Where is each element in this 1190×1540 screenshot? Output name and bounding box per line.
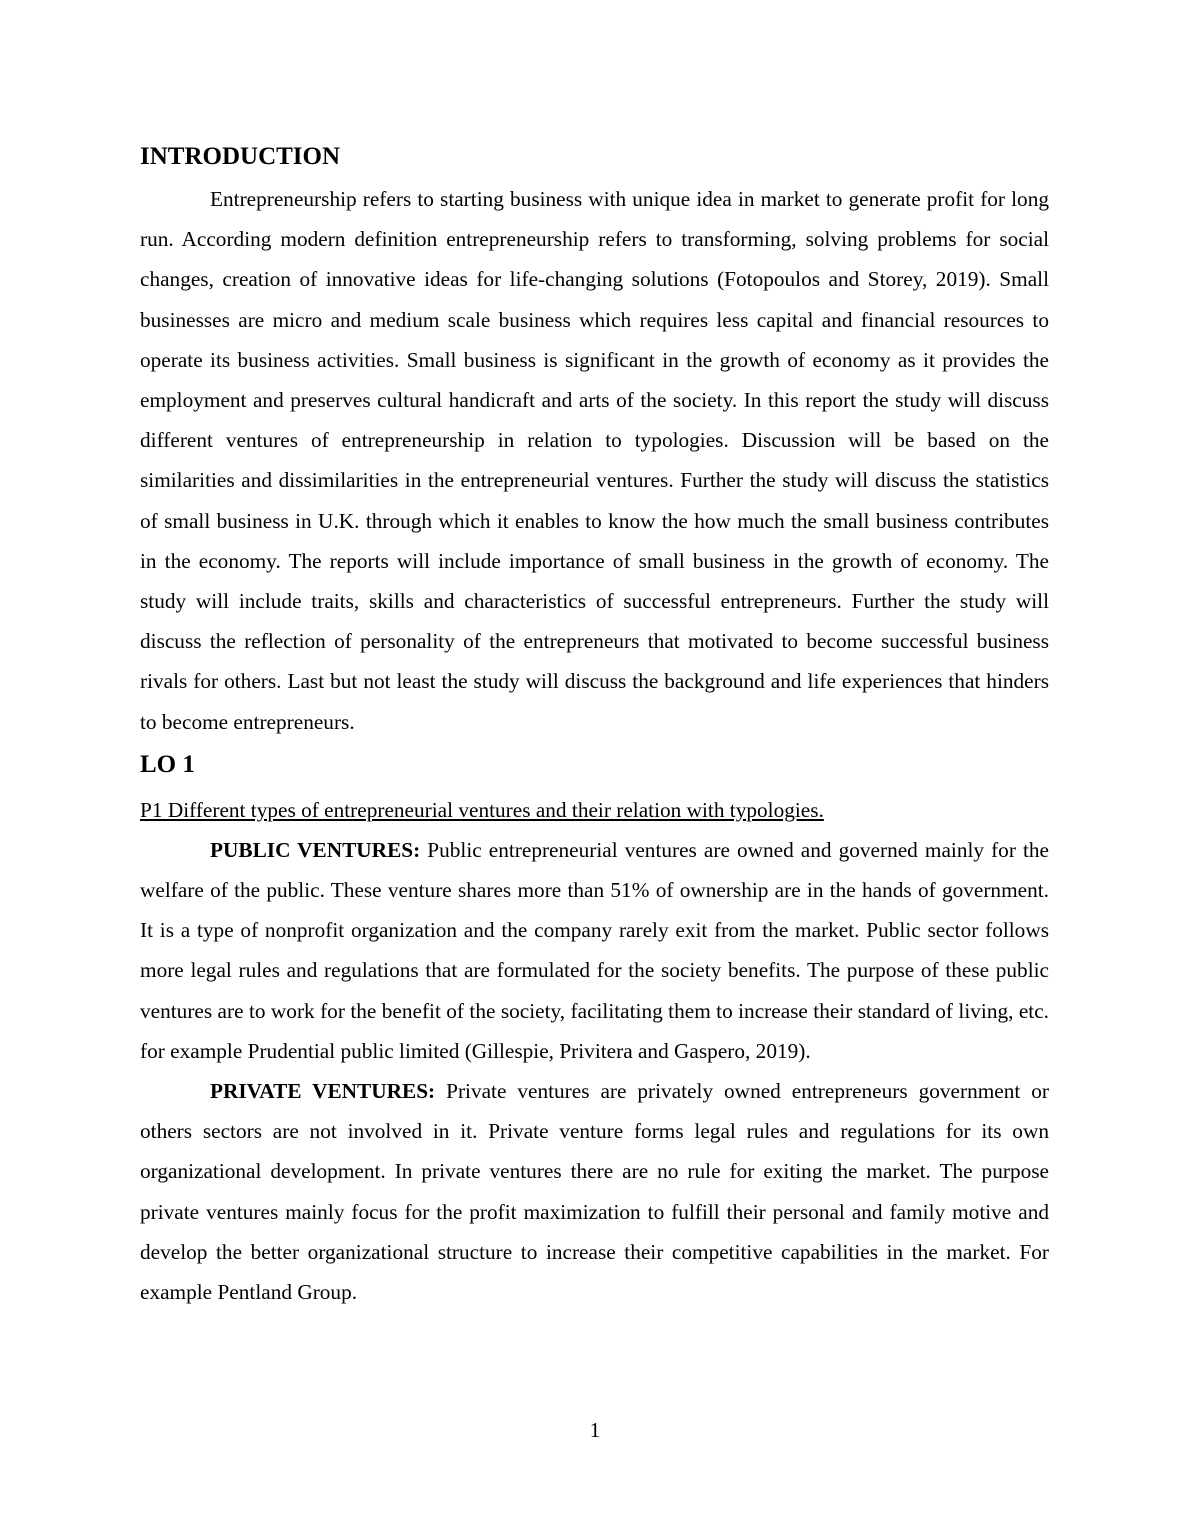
page-number: 1 [589, 1418, 601, 1442]
document-page [140, 140, 1049, 1312]
public-ventures-label: PUBLIC VENTURES: [210, 837, 421, 862]
private-ventures-text: Private ventures are privately owned entrepreneurs government or others sectors are not involved in it. Private venture forms legal rules and regulations for its own organizational development. In private ventures there are no rule for exiting the market. The purpose private ventures mainly focus for the profit maximization to fulfill their personal and family motive and develop the better organizational structure to increase their competitive capabilities in the market. For example Pentland Group. [140, 1079, 1049, 1305]
private-ventures-label: PRIVATE VENTURES: [210, 1079, 436, 1104]
public-ventures-text: Public entrepreneurial ventures are owned and governed mainly for the welfare of the public. These venture shares more than 51% of ownership are in the hands of government. It is a type of nonprofit organization and the company rarely exit from the market. Public sector follows more legal rules and regulations that are formulated for the society benefits. The purpose of these public ventures are to work for the benefit of the society, facilitating them to increase their standard of living, etc. for example Prudential public limited (Gillespie, Privitera and Gaspero, 2019). [140, 837, 1049, 1063]
private-ventures-paragraph [140, 1071, 1049, 1312]
intro-paragraph: Entrepreneurship refers to starting business with unique idea in market to generate profit for long run. According modern definition entrepreneurship refers to transforming, solving problems for social changes, creation of innovative ideas for life-changing solutions (Fotopoulos and Storey, 2019). Small businesses are micro and medium scale business which requires less capital and financial resources to operate its business activities. Small business is significant in the growth of economy as it provides the employment and preserves cultural handicraft and arts of the society. In this report the study will discuss different ventures of entrepreneurship in relation to typologies. Discussion will be based on the similarities and dissimilarities in the entrepreneurial ventures. Further the study will discuss the statistics of small business in U.K. through which it enables to know the how much the small business contributes in the economy. The reports will include importance of small business in the growth of economy. The study will include traits, skills and characteristics of successful entrepreneurs. Further the study will discuss the reflection of personality of the entrepreneurs that motivated to become successful business rivals for others. Last but not least the study will discuss the background and life experiences that hinders to become entrepreneurs. [140, 187, 1049, 734]
public-ventures-paragraph [140, 830, 1049, 1071]
intro-heading: INTRODUCTION [140, 143, 341, 170]
lo1-heading: LO 1 [140, 750, 195, 778]
p1-subheading: P1 Different types of entrepreneurial ventures and their relation with typologies. [140, 797, 824, 822]
